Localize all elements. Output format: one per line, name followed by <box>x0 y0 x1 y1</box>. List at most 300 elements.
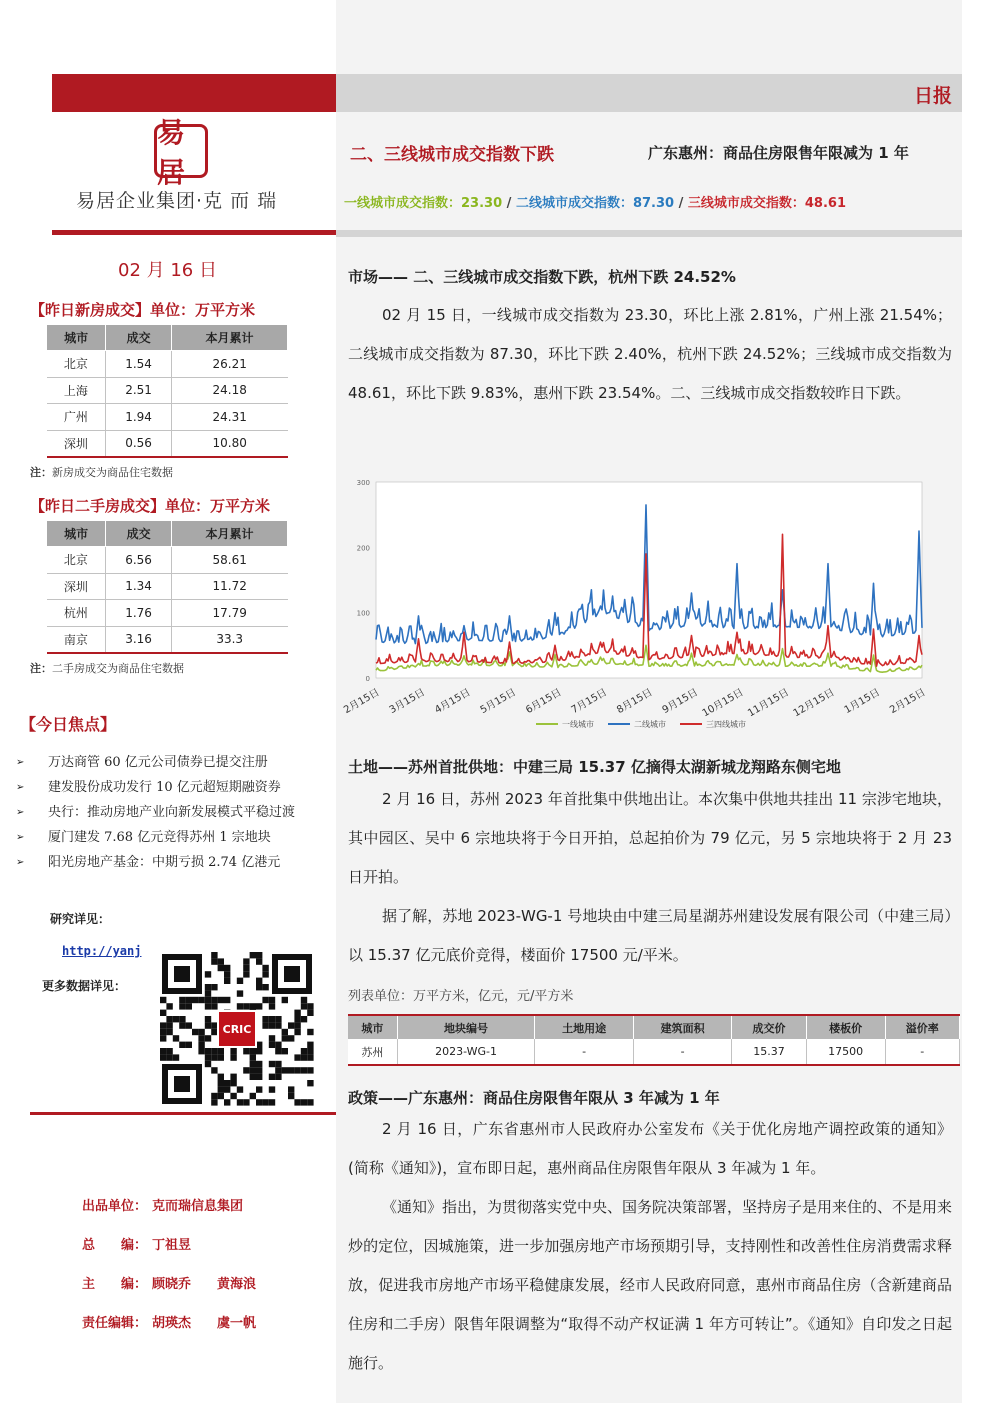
qr-module <box>160 1010 166 1016</box>
qr-module <box>256 1048 262 1054</box>
qr-module <box>218 1093 224 1099</box>
qr-module <box>218 1054 224 1060</box>
table-cell: 南京 <box>47 626 106 653</box>
qr-module <box>307 1029 313 1035</box>
qr-module <box>307 1080 313 1086</box>
qr-module <box>230 1080 236 1086</box>
qr-module <box>166 1022 172 1028</box>
column-header: 城市 <box>47 325 106 351</box>
qr-module <box>237 1003 243 1009</box>
credit-value: 顾晓乔 黄海浪 <box>152 1277 257 1292</box>
y-tick-label: 100 <box>356 609 370 618</box>
qr-module <box>243 1067 249 1073</box>
qr-module <box>262 997 268 1003</box>
x-tick-label: 12月15日 <box>791 687 837 720</box>
qr-module <box>256 978 262 984</box>
table-cell: 杭州 <box>47 600 106 627</box>
qr-module <box>275 1042 281 1048</box>
qr-module <box>307 1003 313 1009</box>
qr-module <box>275 1067 281 1073</box>
focus-item-text: 建发股份成功发行 10 亿元超短期融资券 <box>48 780 281 795</box>
focus-item <box>14 775 324 800</box>
qr-module <box>275 1016 281 1022</box>
qr-module <box>230 1093 236 1099</box>
qr-module <box>256 984 262 990</box>
x-tick-label: 10月15日 <box>700 687 746 720</box>
qr-module <box>269 1042 275 1048</box>
new-house-table <box>46 324 288 458</box>
qr-module <box>205 1048 211 1054</box>
qr-module <box>160 1035 166 1041</box>
qr-module <box>301 1054 307 1060</box>
column-header: 本月累计 <box>171 521 287 547</box>
qr-module <box>211 984 217 990</box>
table-cell: 上海 <box>47 377 106 404</box>
x-tick-label: 1月15日 <box>842 687 882 717</box>
qr-module <box>256 952 262 958</box>
qr-module <box>205 1054 211 1060</box>
qr-module <box>218 997 224 1003</box>
sidebar-bottom-divider <box>30 1112 336 1115</box>
qr-module <box>192 1029 198 1035</box>
qr-module <box>269 1035 275 1041</box>
table-cell: - <box>885 1039 959 1065</box>
table-cell: 24.18 <box>171 377 287 404</box>
qr-module <box>205 1035 211 1041</box>
legend-label: 一线城市 <box>562 720 594 729</box>
qr-module <box>282 1035 288 1041</box>
x-tick-label: 3月15日 <box>387 687 427 717</box>
qr-module <box>218 1048 224 1054</box>
qr-module <box>288 1067 294 1073</box>
qr-module <box>282 1048 288 1054</box>
credit-key: 总 编： <box>82 1238 148 1253</box>
table-row <box>47 430 288 457</box>
qr-module <box>224 971 230 977</box>
credit-key: 出品单位： <box>82 1199 148 1214</box>
qr-module <box>250 1048 256 1054</box>
qr-module <box>256 1003 262 1009</box>
qr-module <box>224 965 230 971</box>
index-separator: / <box>506 196 512 211</box>
qr-module <box>301 997 307 1003</box>
x-tick-label: 2月15日 <box>342 687 382 717</box>
qr-module <box>192 997 198 1003</box>
qr-module <box>205 971 211 977</box>
header-red-band <box>52 74 336 112</box>
qr-module <box>224 997 230 1003</box>
qr-module <box>256 1074 262 1080</box>
table-row <box>47 377 288 404</box>
table-cell: 0.56 <box>106 430 172 457</box>
qr-module <box>160 997 166 1003</box>
qr-module <box>250 1003 256 1009</box>
qr-module <box>166 1048 172 1054</box>
qr-module <box>262 1016 268 1022</box>
focus-item <box>14 800 324 825</box>
qr-module <box>211 1048 217 1054</box>
bullet-arrow-icon: ➢ <box>16 757 25 768</box>
daily-tag: 日报 <box>913 85 952 107</box>
qr-module <box>250 1093 256 1099</box>
table-cell: 3.16 <box>106 626 172 653</box>
table-cell: 深圳 <box>47 430 106 457</box>
qr-module <box>307 1048 313 1054</box>
qr-module <box>262 1099 268 1105</box>
qr-module <box>301 1099 307 1105</box>
y-tick-label: 300 <box>356 479 370 487</box>
qr-module <box>307 1042 313 1048</box>
qr-module <box>160 1022 166 1028</box>
credit-value: 丁祖昱 <box>152 1238 192 1253</box>
legend-label: 二线城市 <box>634 720 666 729</box>
qr-module <box>211 1067 217 1073</box>
qr-module <box>269 1086 275 1092</box>
qr-module <box>243 1048 249 1054</box>
qr-module <box>211 1003 217 1009</box>
qr-module <box>294 1010 300 1016</box>
qr-module <box>230 1074 236 1080</box>
qr-module <box>218 1080 224 1086</box>
focus-title: 【今日焦点】 <box>20 715 117 734</box>
table-row <box>47 351 288 378</box>
land-table <box>348 1014 960 1066</box>
qr-module <box>179 1042 185 1048</box>
qr-module <box>237 1099 243 1105</box>
credit-line <box>82 1195 243 1214</box>
credit-line <box>82 1234 191 1253</box>
x-tick-label: 7月15日 <box>569 687 609 717</box>
table-row <box>47 404 288 431</box>
table-cell: 17500 <box>806 1039 885 1065</box>
qr-module <box>250 1074 256 1080</box>
qr-module <box>173 1016 179 1022</box>
table-cell: 1.94 <box>106 404 172 431</box>
land-unit-note: 列表单位：万平方米，亿元，元/平方米 <box>348 989 574 1004</box>
index-summary <box>344 192 846 211</box>
qr-module <box>224 1086 230 1092</box>
qr-module <box>294 1054 300 1060</box>
table-row <box>47 626 288 653</box>
tier2-index: 二线城市成交指数：87.30 <box>515 196 675 211</box>
qr-module <box>211 958 217 964</box>
qr-module <box>262 1022 268 1028</box>
qr-module <box>269 1016 275 1022</box>
table-cell: 1.34 <box>106 573 172 600</box>
qr-module <box>186 1042 192 1048</box>
report-date: 02 月 16 日 <box>118 260 217 281</box>
more-data-label: 更多数据详见： <box>42 979 127 993</box>
land-paragraph-1: 2 月 16 日，苏州 2023 年首批集中供地出让。本次集中供地共挂出 11 宗涉宅地块，其中园区、吴中 6 宗地块将于今日开拍，总起拍价为 79 亿元，另 5 宗地块将于 2 月 23 日开拍。 <box>348 790 952 886</box>
bullet-arrow-icon: ➢ <box>16 782 25 793</box>
qr-module <box>205 1003 211 1009</box>
credit-value: 克而瑞信息集团 <box>152 1199 244 1214</box>
table-cell: - <box>633 1039 731 1065</box>
headline-left: 二、三线城市成交指数下跌 <box>350 145 554 165</box>
x-tick-label: 8月15日 <box>615 687 655 717</box>
column-header: 成交 <box>106 521 172 547</box>
research-label: 研究详见： <box>50 912 111 926</box>
new-house-note: 注：新房成交为商品住宅数据 <box>30 466 173 479</box>
qr-module <box>288 1035 294 1041</box>
qr-module <box>307 1099 313 1105</box>
qr-module <box>205 1016 211 1022</box>
qr-module <box>294 1029 300 1035</box>
qr-module <box>179 1016 185 1022</box>
table-cell: 北京 <box>47 547 106 574</box>
qr-module <box>186 1003 192 1009</box>
credit-key: 主 编： <box>82 1277 148 1292</box>
focus-item <box>14 850 324 875</box>
qr-module <box>282 997 288 1003</box>
qr-module <box>269 1003 275 1009</box>
qr-module <box>256 1067 262 1073</box>
table-cell: 1.54 <box>106 351 172 378</box>
qr-module <box>307 1067 313 1073</box>
second-house-table <box>46 520 288 654</box>
column-header: 成交 <box>106 325 172 351</box>
qr-module <box>288 1022 294 1028</box>
qr-module <box>218 1086 224 1092</box>
x-tick-label: 11月15日 <box>746 687 791 720</box>
qr-module <box>294 1067 300 1073</box>
table-cell: 北京 <box>47 351 106 378</box>
qr-module <box>179 1003 185 1009</box>
market-heading: 市场—— 二、三线城市成交指数下跌，杭州下跌 24.52% <box>348 268 736 286</box>
qr-module <box>198 997 204 1003</box>
x-tick-label: 5月15日 <box>478 687 518 717</box>
qr-module <box>256 1061 262 1067</box>
qr-module <box>269 1074 275 1080</box>
qr-module <box>250 1061 256 1067</box>
logo-text: 易居企业集团·克 而 瑞 <box>76 190 278 212</box>
sidebar-divider <box>52 230 336 235</box>
column-header: 本月累计 <box>171 325 287 351</box>
focus-item-text: 厦门建发 7.68 亿元竞得苏州 1 宗地块 <box>48 830 271 845</box>
qr-module <box>166 1003 172 1009</box>
qr-module <box>282 1067 288 1073</box>
x-tick-label: 2月15日 <box>888 687 928 717</box>
qr-module <box>160 1048 166 1054</box>
qr-module <box>275 1074 281 1080</box>
credit-key: 责任编辑： <box>82 1316 148 1331</box>
qr-module <box>179 997 185 1003</box>
qr-module <box>256 1099 262 1105</box>
credit-value: 胡瑛杰 虞一帆 <box>152 1316 257 1331</box>
qr-module <box>198 1042 204 1048</box>
new-house-title: 【昨日新房成交】单位：万平方米 <box>30 301 256 319</box>
column-header: 建筑面积 <box>633 1015 731 1039</box>
table-cell: 24.31 <box>171 404 287 431</box>
table-cell: 10.80 <box>171 430 287 457</box>
second-house-title: 【昨日二手房成交】单位：万平方米 <box>30 497 271 515</box>
qr-module <box>224 1080 230 1086</box>
table-cell: 广州 <box>47 404 106 431</box>
table-cell: 58.61 <box>171 547 287 574</box>
credit-line <box>82 1312 256 1331</box>
qr-module <box>198 1048 204 1054</box>
land-paragraph-2: 据了解，苏地 2023-WG-1 号地块由中建三局星湖苏州建设发展有限公司（中建三局）以 15.37 亿元底价竞得，楼面价 17500 元/平米。 <box>348 907 952 964</box>
y-tick-label: 200 <box>356 544 370 553</box>
qr-module <box>301 1003 307 1009</box>
land-heading: 土地——苏州首批供地：中建三局 15.37 亿摘得太湖新城龙翔路东侧宅地 <box>348 758 841 776</box>
qr-module <box>205 997 211 1003</box>
qr-module <box>288 1086 294 1092</box>
market-paragraph: 02 月 15 日，一线城市成交指数为 23.30，环比上涨 2.81%，广州上涨 21.54%；二线城市成交指数为 87.30，环比下跌 2.40%，杭州下跌 24.52%；三线城市成交指数为 48.61，环比下跌 9.83%，惠州下跌 23.54%。二、三线城市成交指数较昨日下跌。 <box>348 306 952 402</box>
focus-item <box>14 750 324 775</box>
table-cell: 2.51 <box>106 377 172 404</box>
right-margin <box>962 0 992 1403</box>
qr-module <box>262 971 268 977</box>
qr-module <box>256 1086 262 1092</box>
qr-module <box>243 1003 249 1009</box>
qr-module <box>301 1048 307 1054</box>
qr-module <box>211 1093 217 1099</box>
table-cell: 17.79 <box>171 600 287 627</box>
qr-module <box>198 1035 204 1041</box>
column-header: 地块编号 <box>397 1015 535 1039</box>
column-header: 楼板价 <box>806 1015 885 1039</box>
qr-module <box>173 1054 179 1060</box>
qr-module <box>198 1029 204 1035</box>
qr-module <box>294 1022 300 1028</box>
x-tick-label: 4月15日 <box>433 687 473 717</box>
qr-module <box>243 965 249 971</box>
qr-module <box>230 1048 236 1054</box>
tier1-index: 一线城市成交指数：23.30 <box>344 196 503 211</box>
qr-module <box>186 997 192 1003</box>
qr-module <box>173 1035 179 1041</box>
qr-module <box>269 1022 275 1028</box>
table-row <box>47 600 288 627</box>
table-cell: 苏州 <box>348 1039 397 1065</box>
table-cell: 1.76 <box>106 600 172 627</box>
qr-module <box>211 997 217 1003</box>
qr-module <box>211 952 217 958</box>
tier3-index: 三线城市成交指数：48.61 <box>687 196 846 211</box>
x-tick-label: 6月15日 <box>524 687 564 717</box>
table-cell: 2023-WG-1 <box>397 1039 535 1065</box>
qr-module <box>275 1022 281 1028</box>
qr-module <box>237 990 243 996</box>
bullet-arrow-icon: ➢ <box>16 807 25 818</box>
qr-module <box>160 1054 166 1060</box>
qr-module <box>211 1099 217 1105</box>
qr-module <box>166 1016 172 1022</box>
qr-module <box>262 984 268 990</box>
qr-module <box>294 1016 300 1022</box>
qr-module <box>294 1099 300 1105</box>
qr-module <box>224 978 230 984</box>
qr-module <box>230 1054 236 1060</box>
table-cell: 26.21 <box>171 351 287 378</box>
qr-module <box>301 1067 307 1073</box>
table-cell: 15.37 <box>732 1039 806 1065</box>
qr-module <box>301 1016 307 1022</box>
qr-module <box>275 1048 281 1054</box>
qr-module <box>262 965 268 971</box>
column-header: 溢价率 <box>885 1015 959 1039</box>
index-separator: / <box>678 196 684 211</box>
qr-module <box>256 958 262 964</box>
table-row <box>47 573 288 600</box>
qr-module <box>250 1054 256 1060</box>
qr-module <box>211 1054 217 1060</box>
qr-module <box>166 1054 172 1060</box>
qr-module <box>243 971 249 977</box>
qr-module <box>282 1029 288 1035</box>
credit-line <box>82 1273 256 1292</box>
qr-module <box>243 958 249 964</box>
qr-module <box>218 965 224 971</box>
qr-module <box>288 1093 294 1099</box>
header-gray-band <box>336 74 962 112</box>
qr-module <box>160 1029 166 1035</box>
qr-module <box>205 1022 211 1028</box>
column-header: 成交价 <box>732 1015 806 1039</box>
qr-module <box>205 984 211 990</box>
qr-module <box>179 1022 185 1028</box>
table-cell: - <box>535 1039 633 1065</box>
policy-paragraph-2: 《通知》指出，为贯彻落实党中央、国务院决策部署，坚持房子是用来住的、不是用来炒的定位，因城施策，进一步加强房地产市场预期引导，支持刚性和改善性住房消费需求释放，促进我市房地产市场平稳健康发展，经市人民政府同意，惠州市商品住房（含新建商品住房和二手房）限售年限调整为“取得不动产权证满 1 年方可转让”。《通知》自印发之日起施行。 <box>348 1198 953 1372</box>
focus-item-text: 央行：推动房地产业向新发展模式平稳过渡 <box>48 805 296 820</box>
main-divider <box>336 230 962 237</box>
qr-module <box>307 1054 313 1060</box>
qr-module <box>218 1074 224 1080</box>
column-header: 城市 <box>348 1015 397 1039</box>
qr-module <box>237 1086 243 1092</box>
policy-heading: 政策——广东惠州：商品住房限售年限从 3 年减为 1 年 <box>348 1089 720 1107</box>
qr-module <box>269 1099 275 1105</box>
x-tick-label: 9月15日 <box>660 687 700 717</box>
table-cell: 深圳 <box>47 573 106 600</box>
legend-label: 三四线城市 <box>706 720 746 729</box>
research-link[interactable]: http://yanj <box>62 944 142 958</box>
qr-module <box>250 952 256 958</box>
qr-module <box>218 958 224 964</box>
focus-item <box>14 825 324 850</box>
logo-icon: 易居 <box>154 124 208 178</box>
qr-module <box>186 1022 192 1028</box>
qr-module <box>205 990 211 996</box>
table-cell: 6.56 <box>106 547 172 574</box>
focus-item-text: 万达商管 60 亿元公司债券已提交注册 <box>48 755 268 770</box>
second-house-note: 注：二手房成交为商品住宅数据 <box>30 662 184 675</box>
table-row <box>47 547 288 574</box>
column-header: 土地用途 <box>535 1015 633 1039</box>
qr-module <box>166 1029 172 1035</box>
column-header: 城市 <box>47 521 106 547</box>
qr-module <box>269 1061 275 1067</box>
focus-list <box>14 750 324 875</box>
qr-module <box>237 978 243 984</box>
qr-module <box>269 997 275 1003</box>
qr-module <box>275 1061 281 1067</box>
policy-paragraph-1: 2 月 16 日，广东省惠州市人民政府办公室发布《关于优化房地产调控政策的通知》(简称《通知》)，宣布即日起，惠州商品住房限售年限从 3 年减为 1 年。 <box>348 1120 952 1177</box>
table-cell: 33.3 <box>171 626 287 653</box>
index-line-chart <box>336 466 962 740</box>
qr-module <box>307 1010 313 1016</box>
cric-badge: CRIC <box>217 1010 257 1048</box>
bullet-arrow-icon: ➢ <box>16 832 25 843</box>
qr-module <box>224 1099 230 1105</box>
bullet-arrow-icon: ➢ <box>16 857 25 868</box>
table-cell: 11.72 <box>171 573 287 600</box>
qr-module <box>243 1099 249 1105</box>
focus-item-text: 阳光房地产基金：中期亏损 2.74 亿港元 <box>48 855 281 870</box>
y-tick-label: 0 <box>365 675 370 683</box>
qr-module <box>205 1061 211 1067</box>
